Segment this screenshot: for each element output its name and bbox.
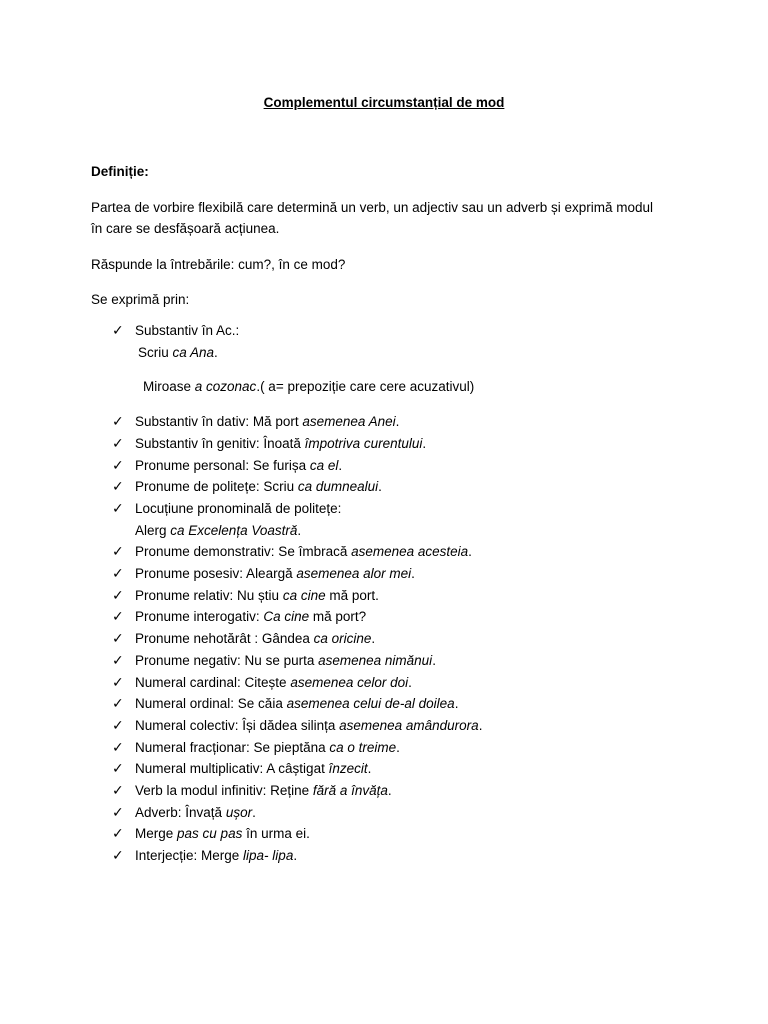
check-mark-icon: ✓ <box>112 456 124 473</box>
list-item: ✓ Merge pas cu pas în urma ei. <box>0 823 768 845</box>
check-mark-icon: ✓ <box>112 478 124 495</box>
list-item: ✓ Adverb: Învață ușor. <box>0 802 768 824</box>
list-item-label: Substantiv în Ac.: <box>135 323 240 338</box>
check-mark-icon: ✓ <box>112 825 124 842</box>
list-item: ✓ Pronume personal: Se furișa ca el. <box>0 455 768 477</box>
list-item-label: Locuțiune pronominală de politețe: <box>135 500 342 516</box>
list-item: ✓ Interjecție: Merge lipa- lipa. <box>0 845 768 867</box>
list-item: ✓ Numeral ordinal: Se căia asemenea celui de-al doilea. <box>0 693 768 715</box>
check-mark-icon: ✓ <box>112 586 124 603</box>
questions-paragraph: Răspunde la întrebările: cum?, în ce mod? <box>91 257 346 272</box>
list-item: ✓ Pronume demonstrativ: Se îmbracă asemenea acesteia. <box>0 541 768 563</box>
list-item: ✓ Substantiv în genitiv: Înoată împotriva curentului. <box>0 433 768 455</box>
check-mark-icon: ✓ <box>112 565 124 582</box>
list-item: ✓ Numeral fracționar: Se pieptăna ca o treime. <box>0 737 768 759</box>
check-mark-icon: ✓ <box>112 782 124 799</box>
check-mark-icon: ✓ <box>112 760 124 777</box>
check-mark-icon: ✓ <box>112 673 124 690</box>
check-mark-icon: ✓ <box>112 716 124 733</box>
definition-label: Definiție: <box>91 164 149 179</box>
list-item: ✓ Pronume de politețe: Scriu ca dumnealui. <box>0 476 768 498</box>
definition-line-2: în care se desfășoară acțiunea. <box>91 221 280 236</box>
list-item: ✓ Numeral colectiv: Își dădea silința asemenea amândurora. <box>0 715 768 737</box>
definition-paragraph <box>91 197 691 239</box>
definition-line-1: Partea de vorbire flexibilă care determină un verb, un adjectiv sau un adverb și exprimă modul <box>91 200 654 215</box>
list-item: ✓ Pronume interogativ: Ca cine mă port? <box>0 606 768 628</box>
expressed-by-paragraph: Se exprimă prin: <box>91 292 190 307</box>
check-mark-icon: ✓ <box>112 738 124 755</box>
list-item <box>0 320 768 398</box>
page-title: Complementul circumstanțial de mod <box>263 95 505 110</box>
list-item: ✓ Verb la modul infinitiv: Reține fără a învăța. <box>0 780 768 802</box>
expression-list <box>0 320 768 867</box>
check-mark-icon: ✓ <box>112 434 124 451</box>
check-mark-icon: ✓ <box>112 543 124 560</box>
list-item-example: Scriu ca Ana. <box>138 344 218 360</box>
check-mark-icon: ✓ <box>112 847 124 864</box>
list-item: ✓ Pronume nehotărât : Gândea ca oricine. <box>0 628 768 650</box>
check-mark-icon: ✓ <box>112 630 124 647</box>
check-mark-icon: ✓ <box>112 499 124 516</box>
check-mark-icon: ✓ <box>112 413 124 430</box>
list-item: ✓ Substantiv în dativ: Mă port asemenea Anei. <box>0 411 768 433</box>
list-item-example: Alerg ca Excelența Voastră. <box>135 522 302 538</box>
list-item-example: Miroase a cozonac.( a= prepoziție care cere acuzativul) <box>143 379 475 395</box>
check-mark-icon: ✓ <box>112 695 124 712</box>
list-item: ✓ Pronume relativ: Nu știu ca cine mă port. <box>0 585 768 607</box>
list-item: ✓ Pronume negativ: Nu se purta asemenea nimănui. <box>0 650 768 672</box>
list-item: ✓ Numeral multiplicativ: A câștigat înzecit. <box>0 758 768 780</box>
check-mark-icon: ✓ <box>112 651 124 668</box>
check-mark-icon: ✓ <box>112 803 124 820</box>
list-item: ✓ Pronume posesiv: Aleargă asemenea alor mei. <box>0 563 768 585</box>
list-item: ✓ Numeral cardinal: Citește asemenea celor doi. <box>0 672 768 694</box>
list-item <box>0 498 768 541</box>
check-mark-icon: ✓ <box>112 322 124 338</box>
check-mark-icon: ✓ <box>112 608 124 625</box>
